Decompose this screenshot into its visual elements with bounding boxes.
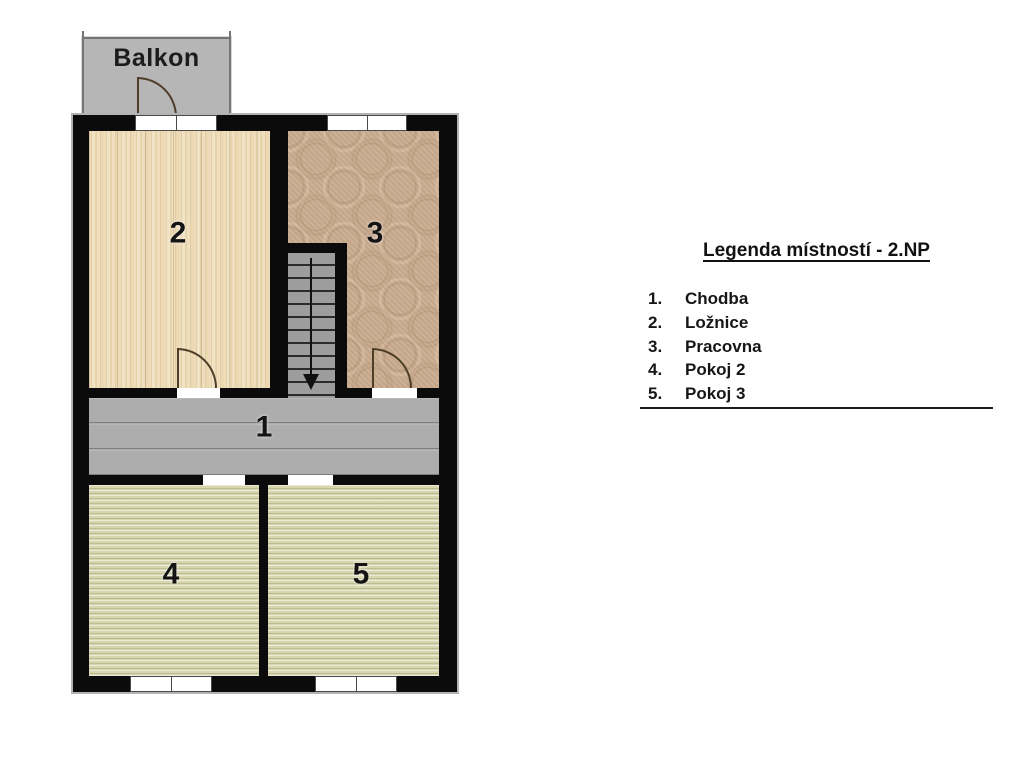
room-label-1: 1 [255,410,273,444]
legend-item-number: 1. [648,289,663,308]
balcony-label: Balkon [113,44,200,72]
legend-item-label: Pracovna [685,336,762,356]
legend-item-chodba [648,287,988,311]
stair-right-wall [335,243,347,398]
stair-arrow-head-icon [303,374,319,390]
room-label-3: 3 [366,216,384,250]
door-opening-loznice [177,388,220,398]
room-pracovna-window [327,115,407,131]
balcony-door-window [135,115,217,131]
room-label-4: 4 [162,557,180,591]
legend-divider-line [640,407,993,409]
legend-item-label: Chodba [685,289,749,308]
legend-item-pracovna [648,335,988,359]
floor-plan [73,115,457,692]
room-label-5: 5 [352,557,370,591]
legend-item-number: 5. [648,384,663,404]
legend-item-loznice [648,311,988,335]
room-pokoj2-window [130,676,212,692]
room-label-2: 2 [169,216,187,250]
legend-item-pokoj3 [648,382,988,406]
legend-item-label: Ložnice [685,312,749,332]
legend-item-number: 2. [648,312,663,332]
legend-title: Legenda místností - 2.NP [703,240,930,261]
legend-list [648,287,988,406]
legend-item-label: Pokoj 2 [685,360,746,380]
legend-item-number: 3. [648,336,663,356]
legend-item-label: Pokoj 3 [685,384,746,404]
legend-item-number: 4. [648,360,663,380]
stair-direction-arrow [310,258,312,378]
legend-item-pokoj2 [648,358,988,382]
door-opening-pracovna [372,388,417,398]
door-opening-pokoj2 [203,475,245,485]
door-opening-pokoj3 [288,475,333,485]
room-pokoj3-window [315,676,397,692]
